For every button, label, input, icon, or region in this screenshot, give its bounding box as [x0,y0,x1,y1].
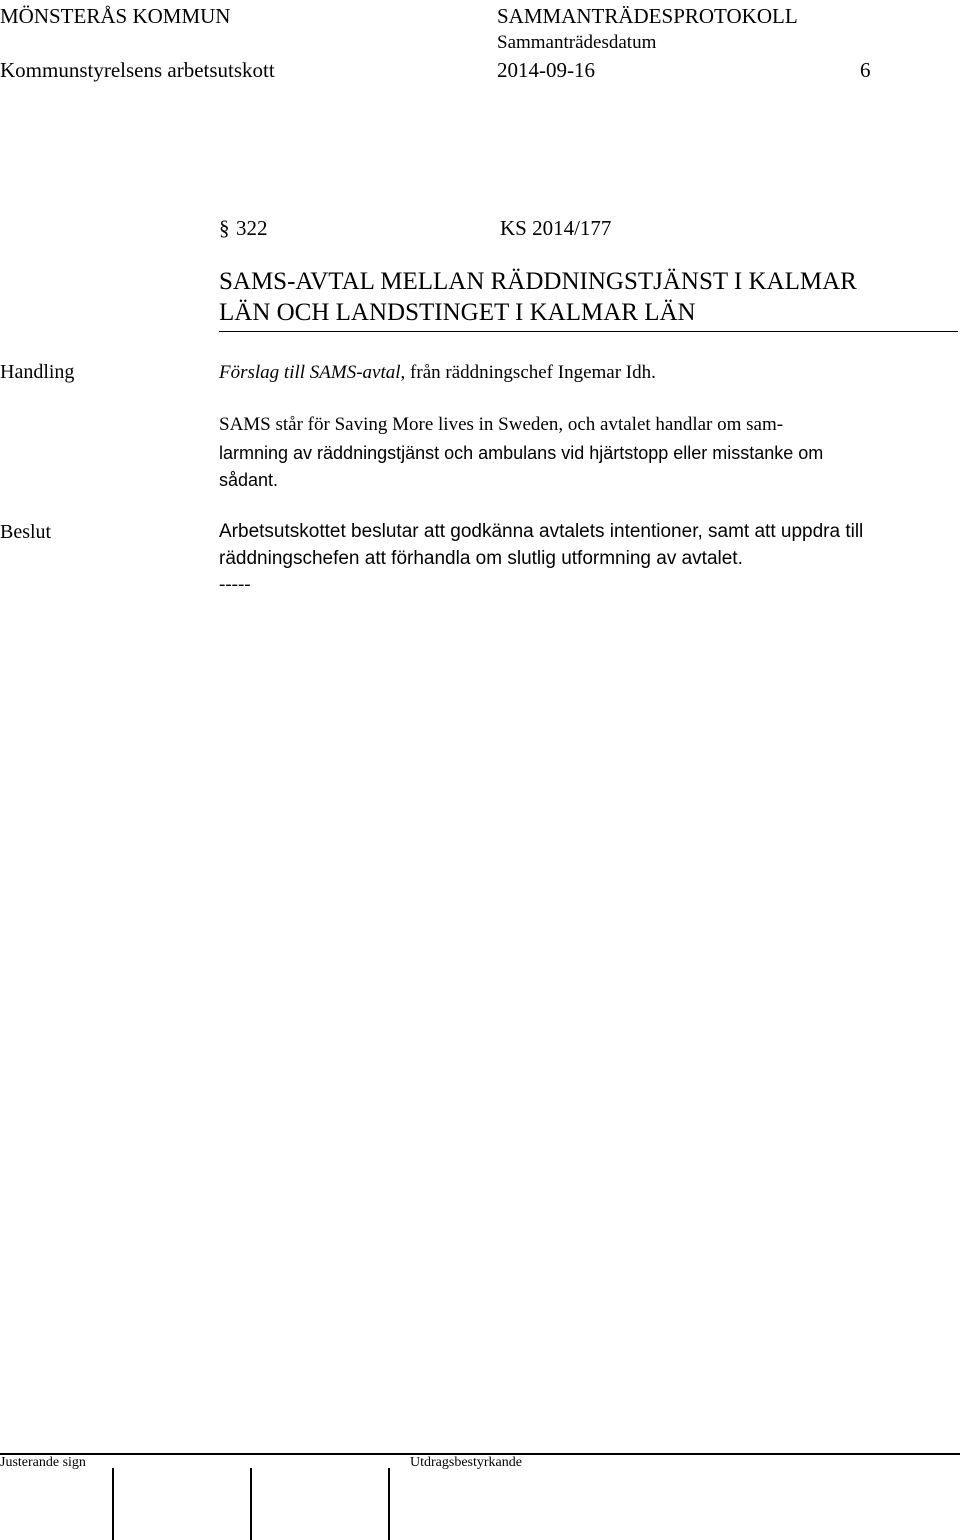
description-line2: larmning av räddningstjänst och ambulans vid hjärtstopp eller misstanke om [219,443,824,463]
end-marker: ----- [219,574,251,595]
meeting-date: 2014-09-16 [497,58,595,82]
municipality-name: MÖNSTERÅS KOMMUN [0,4,231,28]
case-number: KS 2014/177 [500,216,612,240]
beslut-label: Beslut [0,521,52,543]
footer-left-label: Justerande sign [0,1455,86,1470]
document-type: SAMMANTRÄDESPROTOKOLL [497,4,798,28]
item-title-line2: LÄN OCH LANDSTINGET I KALMAR LÄN [219,299,696,326]
committee-name: Kommunstyrelsens arbetsutskott [0,58,275,82]
title-underline [219,331,958,332]
section-symbol: § [219,216,230,240]
handling-italic-text: Förslag till SAMS-avtal [219,362,401,383]
beslut-line2: räddningschefen att förhandla om slutlig utformning av avtalet. [219,548,743,569]
beslut-line1: Arbetsutskottet beslutar att godkänna avtalets intentioner, samt att uppdra till [219,521,864,542]
date-label: Sammanträdesdatum [497,32,657,53]
signature-line-2 [250,1468,252,1540]
signature-line-3 [388,1468,390,1540]
handling-text-rest: , från räddningschef Ingemar Idh. [400,362,656,383]
handling-label: Handling [0,361,75,383]
item-title-line1: SAMS-AVTAL MELLAN RÄDDNINGSTJÄNST I KALMAR [219,268,857,295]
description-line1: SAMS står för Saving More lives in Sweden, och avtalet handlar om sam- [219,414,784,435]
handling-text [219,362,656,384]
signature-line-1 [112,1468,114,1540]
item-number: 322 [236,216,268,240]
description-line3: sådant. [219,470,279,490]
footer-right-label: Utdragsbestyrkande [410,1455,522,1470]
page-number: 6 [860,58,871,82]
